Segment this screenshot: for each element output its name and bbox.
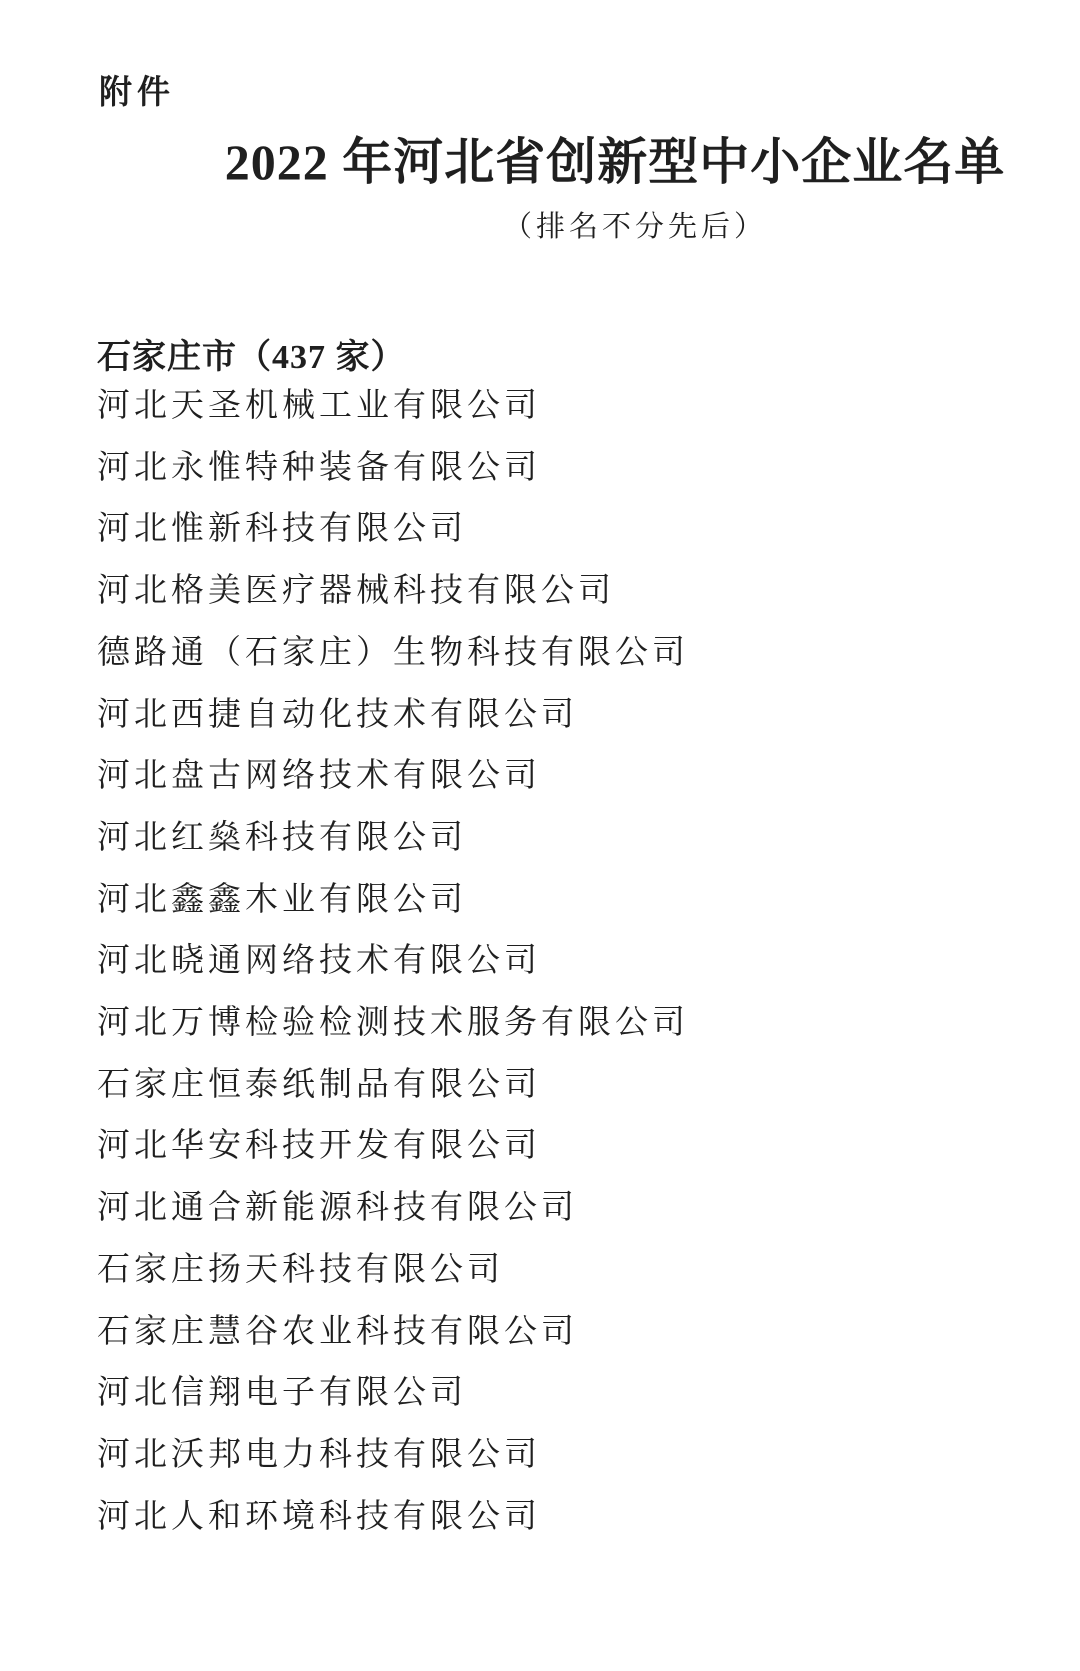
section-heading: 石家庄市（437 家） — [97, 339, 406, 376]
list-item: 河北华安科技开发有限公司 — [97, 1128, 541, 1165]
list-item: 石家庄恒泰纸制品有限公司 — [97, 1066, 541, 1103]
list-item: 河北惟新科技有限公司 — [97, 511, 467, 548]
company-list — [97, 376, 689, 1548]
list-item: 河北人和环境科技有限公司 — [97, 1498, 541, 1535]
list-item: 河北鑫鑫木业有限公司 — [97, 881, 467, 918]
list-item: 河北晓通网络技术有限公司 — [97, 943, 541, 980]
list-item: 河北信翔电子有限公司 — [97, 1375, 467, 1412]
list-item: 河北红燊科技有限公司 — [97, 819, 467, 856]
list-item: 河北万博检验检测技术服务有限公司 — [97, 1005, 689, 1042]
list-item: 河北盘古网络技术有限公司 — [97, 758, 541, 795]
list-item: 石家庄慧谷农业科技有限公司 — [97, 1313, 578, 1350]
list-item: 石家庄扬天科技有限公司 — [97, 1251, 504, 1288]
page-subtitle: （排名不分先后） — [502, 211, 767, 243]
list-item: 河北永惟特种装备有限公司 — [97, 449, 541, 486]
list-item: 河北西捷自动化技术有限公司 — [97, 696, 578, 733]
list-item: 河北格美医疗器械科技有限公司 — [97, 573, 615, 610]
attachment-label: 附件 — [99, 73, 175, 110]
list-item: 德路通（石家庄）生物科技有限公司 — [97, 634, 689, 671]
list-item: 河北沃邦电力科技有限公司 — [97, 1436, 541, 1473]
list-item: 河北通合新能源科技有限公司 — [97, 1190, 578, 1227]
list-item: 河北天圣机械工业有限公司 — [97, 388, 541, 424]
page-title: 2022 年河北省创新型中小企业名单 — [224, 134, 1006, 190]
